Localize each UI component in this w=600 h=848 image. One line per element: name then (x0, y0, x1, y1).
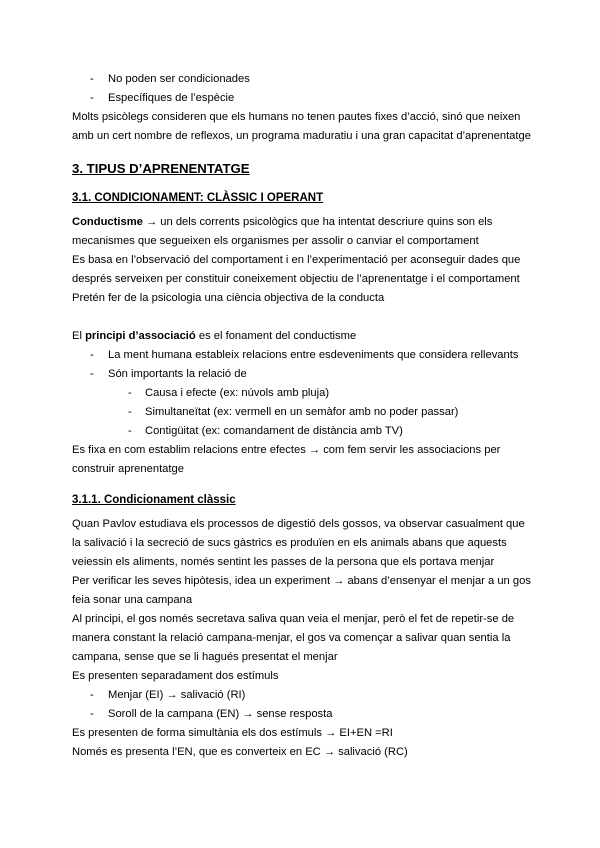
paragraph-line (72, 327, 532, 346)
subsubsection-heading: 3.1.1. Condicionament clàssic (72, 494, 236, 506)
paragraph-line: la salivació i la secreció de sucs gàstrics es produïen en els animals abans que aquests (72, 537, 507, 549)
paragraph-line: amb un cert nombre de reflexos, un programa maduratiu i una gran capacitat d’aprenentatge (72, 130, 531, 142)
paragraph-line: campana, sense que se li hagués presentat el menjar (72, 651, 338, 663)
intro-bullet: - Específiques de l’espècie (72, 89, 532, 108)
section-heading: 3. TIPUS D’APRENENTATGE (72, 161, 250, 176)
paragraph-line: mecanismes que segueixen els organismes per assolir o canviar el comportament (72, 235, 479, 247)
sub-list-item: - Contigüitat (ex: comandament de distància amb TV) (72, 422, 532, 441)
blank-line (72, 308, 532, 327)
paragraph-line: manera constant la relació campana-menjar, el gos va començar a salivar quan sentia la (72, 632, 511, 644)
paragraph-line: Es presenten separadament dos estímuls (72, 670, 279, 682)
term-conductisme: Conductisme (72, 216, 143, 228)
paragraph-text: → un dels corrents psicològics que ha intentat descriure quins son els (142, 216, 493, 228)
document-page (72, 70, 532, 762)
paragraph-line: Es presenten de forma simultània els dos estímuls → EI+EN =RI (72, 727, 393, 739)
paragraph-line: Només es presenta l’EN, que es converteix en EC → salivació (RC) (72, 746, 408, 758)
paragraph-line: Pretén fer de la psicologia una ciència objectiva de la conducta (72, 292, 385, 304)
list-item: - Soroll de la campana (EN) → sense resposta (72, 705, 532, 724)
paragraph-line: Es fixa en com establim relacions entre efectes → com fem servir les associacions per (72, 444, 501, 456)
list-item: - Menjar (EI) → salivació (RI) (72, 686, 532, 705)
paragraph-line: Al principi, el gos només secretava saliva quan veia el menjar, però el fet de repetir-se de (72, 613, 515, 625)
paragraph-line: Molts psicòlegs consideren que els humans no tenen pautes fixes d’acció, sinó que neixen (72, 111, 521, 123)
paragraph-text: El (72, 330, 86, 342)
paragraph-line: Es basa en l’observació del comportament i en l’experimentació per aconseguir dades que (72, 254, 521, 266)
subsection-heading: 3.1. CONDICIONAMENT: CLÀSSIC I OPERANT (72, 192, 324, 204)
paragraph-line: construir aprenentatge (72, 463, 184, 475)
intro-bullet: - No poden ser condicionades (72, 70, 532, 89)
paragraph-line: després serveixen per constituir coneixement objectiu de l’aprenentatge i el comportament (72, 273, 520, 285)
paragraph-line: Quan Pavlov estudiava els processos de digestió dels gossos, va observar casualment que (72, 518, 525, 530)
list-item: - Són importants la relació de (72, 365, 532, 384)
paragraph-text: es el fonament del conductisme (195, 330, 357, 342)
term-principi: principi d’associació (85, 330, 196, 342)
sub-list-item: - Simultaneïtat (ex: vermell en un semàfor amb no poder passar) (72, 403, 532, 422)
list-item: - La ment humana estableix relacions entre esdeveniments que considera rellevants (72, 346, 532, 365)
sub-list-item: - Causa i efecte (ex: núvols amb pluja) (72, 384, 532, 403)
paragraph-line: veiessin els aliments, només sentint les passes de la persona que els portava menjar (72, 556, 495, 568)
paragraph-line: feia sonar una campana (72, 594, 193, 606)
paragraph-line: Per verificar les seves hipòtesis, idea un experiment → abans d’ensenyar el menjar a un gos (72, 575, 531, 587)
paragraph-line (72, 213, 532, 232)
